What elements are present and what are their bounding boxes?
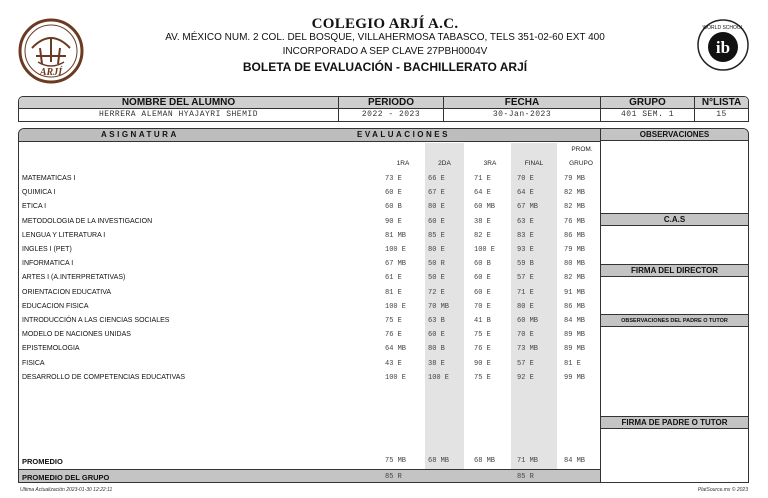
subject-row xyxy=(19,271,600,285)
promedio-grupo-avg: 84 MB xyxy=(564,457,586,465)
subject-row xyxy=(19,286,600,300)
promedio-2da: 68 MB xyxy=(428,457,450,465)
subject-name: LENGUA Y LITERATURA I xyxy=(22,231,106,239)
observaciones-padre-header: OBSERVACIONES DEL PADRE O TUTOR xyxy=(601,314,748,327)
grade-3ra: 60 E xyxy=(474,274,491,283)
grade-2da: 66 E xyxy=(428,175,445,183)
grade-2da: 60 E xyxy=(428,331,445,340)
grade-2da: 80 E xyxy=(428,246,445,254)
grade-final: 57 E xyxy=(517,359,534,368)
promedio-grupo-row xyxy=(19,469,600,483)
copyright: PlatSource.mx © 2023 xyxy=(697,487,748,493)
subject-name: EPISTEMOLOGIA xyxy=(22,345,80,353)
col-header-2da: 2DA xyxy=(438,160,451,167)
subject-name: METODOLOGIA DE LA INVESTIGACION xyxy=(22,217,153,225)
school-address: AV. MÉXICO NUM. 2 COL. DEL BOSQUE, VILLAHERMOSA TABASCO, TELS 351-02-60 EXT 400 xyxy=(165,32,605,43)
grade-3ra: 38 E xyxy=(474,217,491,226)
subject-name: FISICA xyxy=(22,359,45,367)
grade-1ra: 90 E xyxy=(385,217,402,226)
col-header-prom-grupo: GRUPO xyxy=(569,160,593,167)
grade-prom-grupo: 86 MB xyxy=(564,302,586,311)
grade-2da: 50 R xyxy=(428,260,445,269)
subject-row xyxy=(19,215,600,229)
subject-row xyxy=(19,243,600,257)
promedio-3ra: 68 MB xyxy=(474,457,496,465)
grade-2da: 80 E xyxy=(428,203,445,212)
grade-prom-grupo: 86 MB xyxy=(564,231,586,240)
last-update: Ultima Actualización 2023-01-30 12:22:11 xyxy=(20,487,113,493)
grade-prom-grupo: 79 MB xyxy=(564,175,586,183)
date-value: 30-Jan-2023 xyxy=(492,110,552,119)
student-name-label: NOMBRE DEL ALUMNO xyxy=(19,97,338,109)
subject-row xyxy=(19,257,600,271)
subject-name: ORIENTACION EDUCATIVA xyxy=(22,288,112,296)
grade-3ra: 100 E xyxy=(474,246,496,254)
promedio-1ra: 75 MB xyxy=(385,457,407,465)
school-crest-logo xyxy=(18,18,84,84)
firma-padre-header: FIRMA DE PADRE O TUTOR xyxy=(601,416,748,429)
period-label: PERIODO xyxy=(339,97,443,109)
evaluations-header: EVALUACIONES xyxy=(357,130,450,139)
grade-prom-grupo: 84 MB xyxy=(564,317,586,325)
grade-3ra: 82 E xyxy=(474,231,491,240)
grade-3ra: 75 E xyxy=(474,331,491,340)
subject-name: MATEMATICAS I xyxy=(22,175,76,182)
grade-3ra: 60 B xyxy=(474,260,491,269)
date-label: FECHA xyxy=(444,97,600,109)
subject-row xyxy=(19,300,600,314)
grade-prom-grupo: 80 MB xyxy=(564,260,586,269)
promedio-grupo-final: 85 R xyxy=(517,473,534,481)
subject-header: ASIGNATURA xyxy=(101,130,179,139)
promedio-grupo-label: PROMEDIO DEL GRUPO xyxy=(22,473,110,482)
grade-3ra: 64 E xyxy=(474,189,491,198)
cas-header: C.A.S xyxy=(601,213,748,226)
subject-row xyxy=(19,328,600,342)
list-number-label: N°LISTA xyxy=(695,97,748,109)
grades-table xyxy=(18,128,601,483)
grade-2da: 38 E xyxy=(428,359,445,368)
subject-row xyxy=(19,229,600,243)
grade-3ra: 76 E xyxy=(474,345,491,354)
col-header-final: FINAL xyxy=(524,160,544,167)
subject-name: INGLES I (PET) xyxy=(22,246,72,253)
grade-1ra: 100 E xyxy=(385,246,407,254)
grade-2da: 72 E xyxy=(428,288,445,297)
grade-1ra: 60 E xyxy=(385,189,402,198)
grade-1ra: 43 E xyxy=(385,359,402,368)
grade-prom-grupo: 91 MB xyxy=(564,288,586,297)
grade-final: 73 MB xyxy=(517,345,539,354)
subject-name: MODELO DE NACIONES UNIDAS xyxy=(22,331,131,339)
grade-3ra: 70 E xyxy=(474,302,491,311)
subject-row xyxy=(19,342,600,356)
firma-director-header: FIRMA DEL DIRECTOR xyxy=(601,264,748,277)
date-cell xyxy=(443,96,601,122)
subject-name: DESARROLLO DE COMPETENCIAS EDUCATIVAS xyxy=(22,373,186,381)
subject-row xyxy=(19,186,600,200)
grade-prom-grupo: 76 MB xyxy=(564,217,586,226)
subject-row xyxy=(19,371,600,385)
grade-final: 67 MB xyxy=(517,203,539,212)
col-header-3ra: 3RA xyxy=(483,160,497,167)
subject-name: EDUCACION FISICA xyxy=(22,302,89,310)
subject-name: QUIMICA I xyxy=(22,189,56,197)
group-value: 401 SEM. 1 xyxy=(620,110,674,119)
grade-1ra: 67 MB xyxy=(385,260,407,269)
period-value: 2022 - 2023 xyxy=(361,110,421,119)
grade-1ra: 75 E xyxy=(385,317,402,325)
grade-final: 83 E xyxy=(517,231,534,240)
promedio-grupo-1ra: 85 R xyxy=(385,473,402,481)
student-info-bar xyxy=(18,96,749,122)
grade-2da: 85 E xyxy=(428,231,445,240)
promedio-label: PROMEDIO xyxy=(22,457,63,466)
subject-name: INTRODUCCIÓN A LAS CIENCIAS SOCIALES xyxy=(22,317,170,324)
observaciones-header: OBSERVACIONES xyxy=(601,128,748,141)
crest-text: ARJÍ xyxy=(39,67,63,78)
grade-prom-grupo: 89 MB xyxy=(564,331,586,340)
grade-1ra: 60 B xyxy=(385,203,402,212)
observations-column xyxy=(601,128,749,483)
grade-prom-grupo: 89 MB xyxy=(564,345,586,354)
grade-final: 93 E xyxy=(517,246,534,254)
school-name: COLEGIO ARJÍ A.C. xyxy=(311,16,459,32)
report-title: BOLETA DE EVALUACIÓN - BACHILLERATO ARJÍ xyxy=(242,60,528,74)
grade-2da: 70 MB xyxy=(428,302,450,311)
subject-row xyxy=(19,357,600,371)
subject-row xyxy=(19,200,600,214)
grade-final: 59 B xyxy=(517,260,534,269)
subject-name: ARTES I (A.INTERPRETATIVAS) xyxy=(22,274,126,282)
grade-2da: 60 E xyxy=(428,217,445,226)
grade-1ra: 100 E xyxy=(385,373,407,382)
grade-final: 70 E xyxy=(517,331,534,340)
grade-1ra: 64 MB xyxy=(385,345,407,354)
period-cell xyxy=(338,96,444,122)
grade-prom-grupo: 82 MB xyxy=(564,189,586,198)
grade-3ra: 75 E xyxy=(474,373,491,382)
grade-3ra: 90 E xyxy=(474,359,491,368)
grade-final: 92 E xyxy=(517,373,534,382)
ib-caption: WORLD SCHOOL xyxy=(702,25,744,31)
promedio-final: 71 MB xyxy=(517,457,539,465)
student-name-cell xyxy=(18,96,339,122)
grade-final: 63 E xyxy=(517,217,534,226)
promedio-row xyxy=(19,454,600,468)
grade-2da: 50 E xyxy=(428,274,445,283)
list-number-cell xyxy=(694,96,749,122)
subject-name: ETICA I xyxy=(22,203,47,211)
grade-final: 60 MB xyxy=(517,317,539,325)
grade-final: 71 E xyxy=(517,288,534,297)
grade-prom-grupo: 82 MB xyxy=(564,274,586,283)
subject-row xyxy=(19,314,600,328)
grade-2da: 100 E xyxy=(428,373,450,382)
grade-2da: 67 E xyxy=(428,189,445,198)
grade-final: 70 E xyxy=(517,175,534,183)
ib-mark: ib xyxy=(715,38,731,57)
grade-prom-grupo: 79 MB xyxy=(564,246,586,254)
grade-final: 64 E xyxy=(517,189,534,198)
grade-3ra: 41 B xyxy=(474,317,491,325)
grade-2da: 63 B xyxy=(428,317,445,325)
grade-3ra: 60 MB xyxy=(474,203,496,212)
group-cell xyxy=(600,96,695,122)
grade-prom-grupo: 82 MB xyxy=(564,203,586,212)
grade-prom-grupo: 99 MB xyxy=(564,373,586,382)
grade-1ra: 73 E xyxy=(385,175,402,183)
grade-final: 57 E xyxy=(517,274,534,283)
prom-label: PROM. xyxy=(571,146,593,153)
grade-2da: 80 B xyxy=(428,345,445,354)
school-incorporation: INCORPORADO A SEP CLAVE 27PBH0004V xyxy=(282,46,488,57)
ib-world-school-logo xyxy=(696,18,750,72)
grade-1ra: 76 E xyxy=(385,331,402,340)
grade-1ra: 81 MB xyxy=(385,231,407,240)
grades-table-header xyxy=(19,129,600,142)
grade-1ra: 100 E xyxy=(385,302,407,311)
col-header-1ra: 1RA xyxy=(396,160,410,167)
subject-row xyxy=(19,172,600,186)
grade-final: 80 E xyxy=(517,302,534,311)
group-label: GRUPO xyxy=(601,97,694,109)
grade-prom-grupo: 81 E xyxy=(564,359,581,368)
subject-name: INFORMATICA I xyxy=(22,260,74,268)
grade-1ra: 61 E xyxy=(385,274,402,283)
student-name-value: HERRERA ALEMAN HYAJAYRI SHEMID xyxy=(98,110,259,119)
grade-1ra: 81 E xyxy=(385,288,402,297)
list-number-value: 15 xyxy=(716,110,727,119)
grade-3ra: 60 E xyxy=(474,288,491,297)
grade-3ra: 71 E xyxy=(474,175,491,183)
